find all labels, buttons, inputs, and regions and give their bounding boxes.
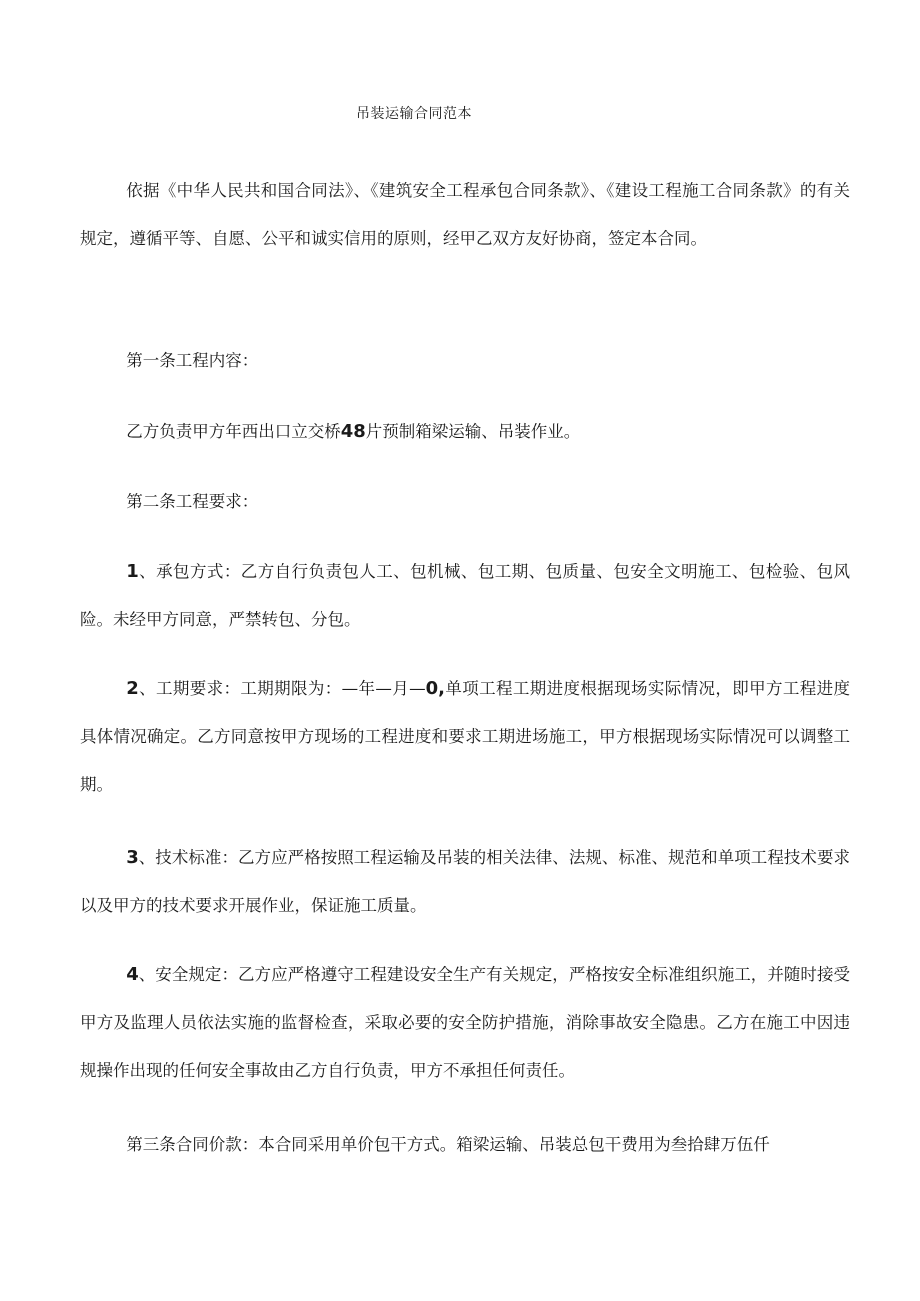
article-2-heading: 第二条工程要求：	[126, 492, 259, 511]
article-1-content	[80, 408, 850, 456]
item-3-paragraph	[80, 834, 850, 930]
item-4-paragraph	[80, 951, 850, 1095]
item-4-text: 、安全规定：乙方应严格遵守工程建设安全生产有关规定，严格按安全标准组织施工，并随时接受甲方及监理人员依法实施的监督检查，采取必要的安全防护措施，消除事故安全隐患。乙方在施工中因违规操作出现的任何安全事故由乙方自行负责，甲方不承担任何责任。	[80, 965, 850, 1080]
item-3-text: 、技术标准：乙方应严格按照工程运输及吊装的相关法律、法规、标准、规范和单项工程技术要求以及甲方的技术要求开展作业，保证施工质量。	[80, 848, 850, 915]
item-4-number: 4	[126, 964, 139, 985]
article-1-text-b: 片预制箱梁运输、吊装作业。	[365, 422, 581, 441]
article-3-paragraph: 第三条合同价款：本合同采用单价包干方式。箱梁运输、吊装总包干费用为叁拾肆万伍仟	[126, 1135, 770, 1154]
item-2-number: 2	[126, 678, 139, 699]
item-1-number: 1	[126, 561, 139, 582]
item-2-zero: 0,	[425, 678, 445, 699]
document-title: 吊装运输合同范本	[356, 106, 472, 122]
item-2-paragraph	[80, 665, 850, 809]
item-1-text: 、承包方式：乙方自行负责包人工、包机械、包工期、包质量、包安全文明施工、包检验、包风险。未经甲方同意，严禁转包、分包。	[80, 562, 850, 629]
item-3-number: 3	[126, 847, 139, 868]
item-2-text-a: 、工期要求：工期期限为：—年—月—	[138, 679, 426, 698]
intro-paragraph: 依据《中华人民共和国合同法》、《建筑安全工程承包合同条款》、《建设工程施工合同条款》的有关规定，遵循平等、自愿、公平和诚实信用的原则，经甲乙双方友好协商，签定本合同。	[80, 181, 850, 248]
item-2-text-b: 单项工程工期进度根据现场实际情况，即甲方工程进度具体情况确定。乙方同意按甲方现场的工程进度和要求工期进场施工，甲方根据现场实际情况可以调整工期。	[80, 679, 851, 794]
article-1-number: 48	[340, 421, 366, 442]
article-1-heading: 第一条工程内容：	[126, 351, 259, 370]
item-1-paragraph	[80, 548, 850, 644]
article-1-text-a: 乙方负责甲方年西出口立交桥	[126, 422, 341, 441]
